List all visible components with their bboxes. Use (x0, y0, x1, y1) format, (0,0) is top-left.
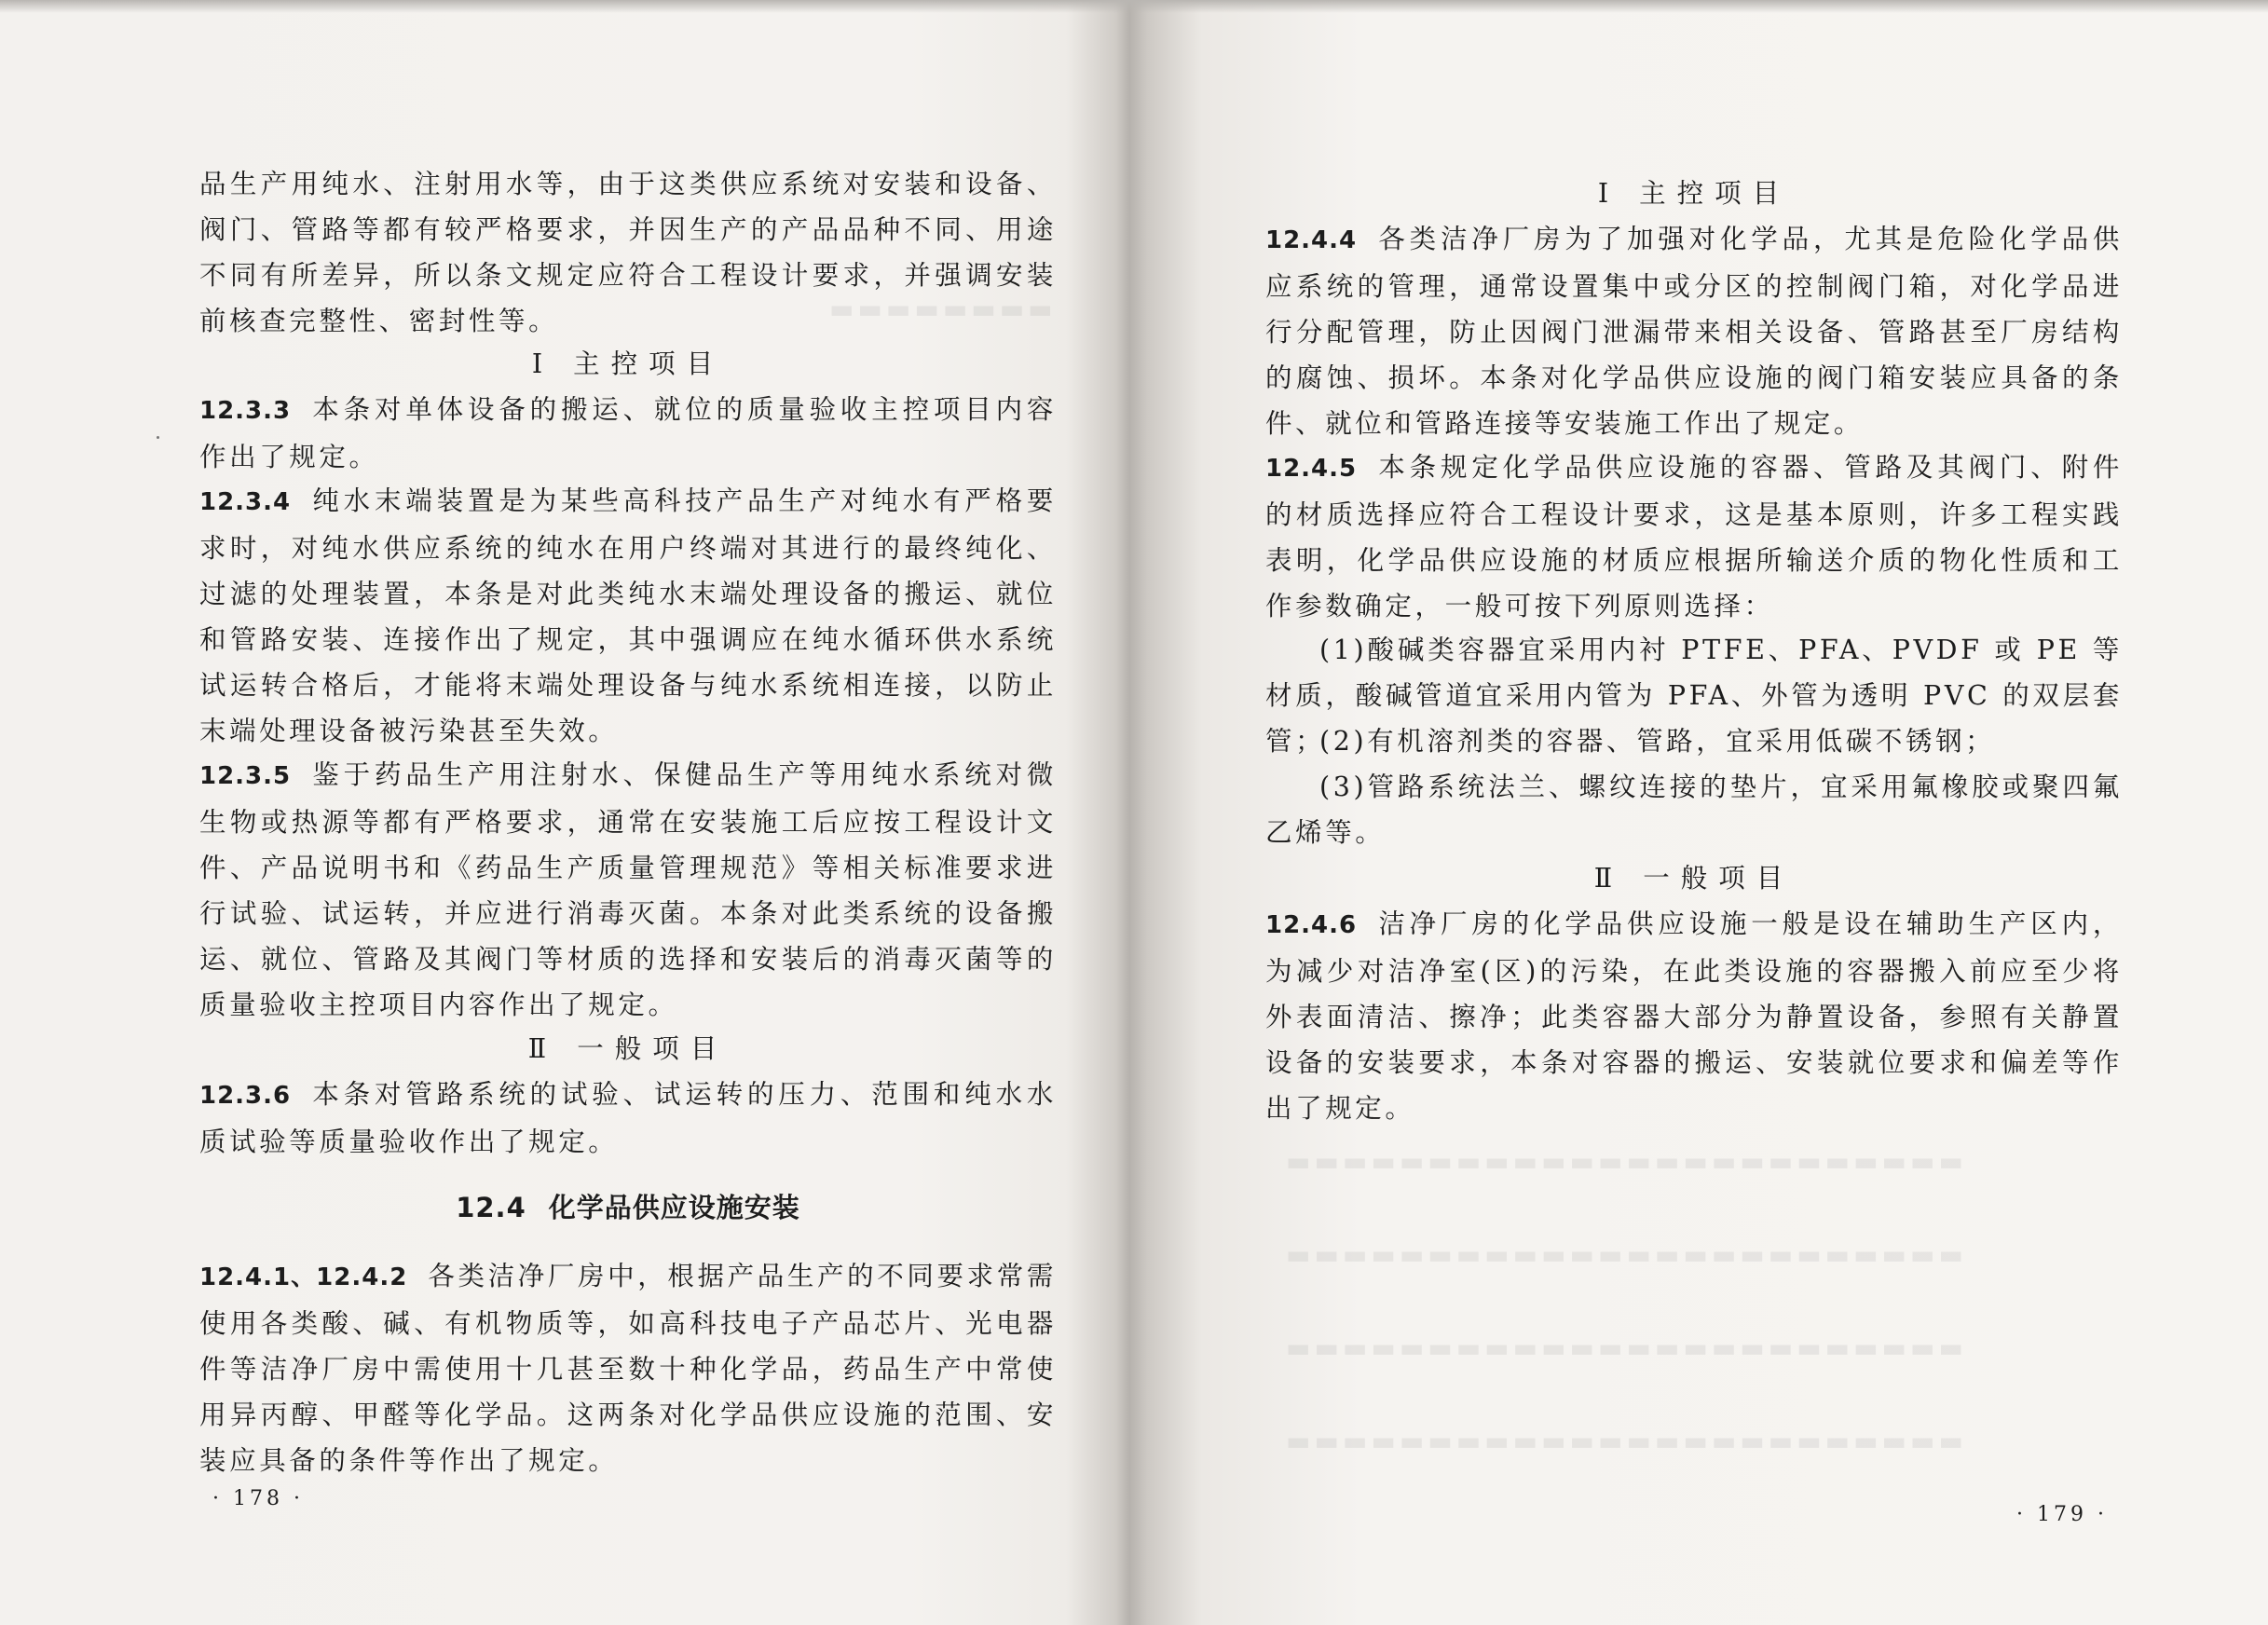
general-items-heading: Ⅱ 一般项目 (1593, 863, 1795, 894)
ink-speck (157, 436, 159, 439)
main-control-items-heading: Ⅰ 主控项目 (1597, 178, 1791, 209)
clause-12-3-5 (199, 752, 1057, 1028)
list-item: (2)有机溶剂类的容器、管路，宜采用低碳不锈钢； (1319, 726, 1996, 757)
page-number: · 178 · (212, 1487, 304, 1510)
main-control-items-heading: Ⅰ 主控项目 (531, 348, 725, 379)
general-items-heading: Ⅱ 一般项目 (527, 1033, 729, 1064)
clause-text: 鉴于药品生产用注射水、保健品生产等用纯水系统对微生物或热源等都有严格要求，通常在安装施工后应按工程设计文件、产品说明书和《药品生产质量管理规范》等相关标准要求进行试验、试运转，并应进行消毒灭菌。本条对此类系统的设备搬运、就位、管路及其阀门等材质的选择和安装后的消毒灭菌等的质量验收主控项目内容作出了规定。 (199, 759, 1057, 1020)
left-page (199, 0, 1057, 1625)
page-number: · 179 · (2016, 1503, 2108, 1526)
section-title (199, 1185, 1057, 1231)
show-through: ▬▬▬▬▬▬▬▬▬▬▬▬▬▬▬▬▬▬▬▬▬▬▬▬ (1286, 1332, 1967, 1363)
clause-12-4-6 (1265, 901, 2123, 1131)
clause-text: 各类洁净厂房中，根据产品生产的不同要求常需使用各类酸、碱、有机物质等，如高科技电子产品芯片、光电器件等洁净厂房中需使用十几甚至数十种化学品，药品生产中常使用异丙醇、甲醛等化学品。这两条对化学品供应设施的范围、安装应具备的条件等作出了规定。 (199, 1261, 1057, 1476)
show-through: ▬▬▬▬▬▬▬▬▬▬▬▬▬▬▬▬▬▬▬▬▬▬▬▬ (1286, 1426, 1967, 1456)
clause-text: 本条规定化学品供应设施的容器、管路及其阀门、附件的材质选择应符合工程设计要求，这是基本原则，许多工程实践表明，化学品供应设施的材质应根据所输送介质的物化性质和工作参数确定，一般可按下列原则选择： (1265, 452, 2123, 621)
clause-text: 纯水末端装置是为某些高科技产品生产对纯水有严格要求时，对纯水供应系统的纯水在用户终端对其进行的最终纯化、过滤的处理装置，本条是对此类纯水末端处理设备的搬运、就位和管路安装、连接作出了规定，其中强调应在纯水循环供水系统试运转合格后，才能将末端处理设备与纯水系统相连接，以防止末端处理设备被污染甚至失效。 (199, 485, 1057, 746)
clause-number: 12.4.4 (1265, 226, 1358, 254)
right-page (1265, 0, 2123, 1625)
clause-text: 本条对管路系统的试验、试运转的压力、范围和纯水水质试验等质量验收作出了规定。 (199, 1079, 1057, 1157)
clause-number: 12.3.5 (199, 762, 292, 790)
intro-paragraph: 品生产用纯水、注射用水等，由于这类供应系统对安装和设备、阀门、管路等都有较严格要求，并因生产的产品品种不同、用途不同有所差异，所以条文规定应符合工程设计要求，并强调安装前核查完整性、密封性等。 (199, 169, 1057, 336)
section-name: 化学品供应设施安装 (548, 1192, 800, 1223)
clause-12-4-5 (1265, 444, 2123, 629)
section-number: 12.4 (456, 1192, 526, 1223)
clause-12-3-4 (199, 478, 1057, 754)
show-through: ▬▬▬▬▬▬▬▬ (829, 294, 1057, 324)
clause-12-3-6 (199, 1072, 1057, 1165)
clause-number: 12.4.5 (1265, 455, 1358, 483)
show-through: ▬▬▬▬▬▬▬▬▬▬▬▬▬▬▬▬▬▬▬▬▬▬▬▬ (1286, 1146, 1967, 1177)
clause-number: 12.3.3 (199, 397, 292, 425)
list-item: (3)管路系统法兰、螺纹连接的垫片，宜采用氟橡胶或聚四氟乙烯等。 (1265, 772, 2123, 848)
clause-text: 洁净厂房的化学品供应设施一般是设在辅助生产区内，为减少对洁净室(区)的污染，在此类设施的容器搬入前应至少将外表面清洁、擦净；此类容器大部分为静置设备，参照有关静置设备的安装要求，本条对容器的搬运、安装就位要求和偏差等作出了规定。 (1265, 908, 2123, 1124)
clause-number: 12.4.6 (1265, 911, 1358, 939)
clause-12-4-1-12-4-2 (199, 1253, 1057, 1483)
clause-text: 各类洁净厂房为了加强对化学品，尤其是危险化学品供应系统的管理，通常设置集中或分区的控制阀门箱，对化学品进行分配管理，防止因阀门泄漏带来相关设备、管路甚至厂房结构的腐蚀、损坏。本条对化学品供应设施的阀门箱安装应具备的条件、就位和管路连接等安装施工作出了规定。 (1265, 224, 2123, 439)
show-through: ▬▬▬▬▬▬▬▬▬▬▬▬▬▬▬▬▬▬▬▬▬▬▬▬ (1286, 1239, 1967, 1270)
clause-text: 本条对单体设备的搬运、就位的质量验收主控项目内容作出了规定。 (199, 394, 1057, 472)
clause-number: 12.3.4 (199, 488, 292, 516)
clause-12-3-3 (199, 387, 1057, 480)
clause-12-4-4 (1265, 216, 2123, 446)
list-item: (1)酸碱类容器宜采用内衬 PTFE、PFA、PVDF 或 PE 等材质，酸碱管道宜采用内管为 PFA、外管为透明 PVC 的双层套管； (1265, 635, 2123, 757)
clause-number: 12.4.1、12.4.2 (199, 1263, 408, 1291)
clause-number: 12.3.6 (199, 1082, 292, 1110)
